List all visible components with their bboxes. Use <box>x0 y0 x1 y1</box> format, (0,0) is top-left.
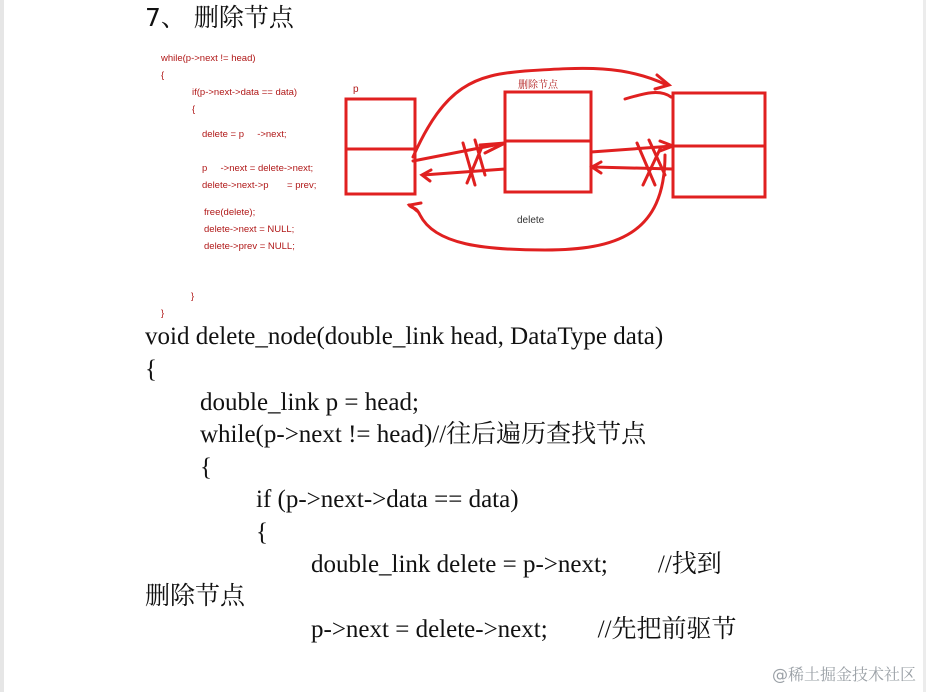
watermark: @稀土掘金技术社区 <box>771 665 916 684</box>
figure-code-line: delete->next = NULL; <box>204 224 295 235</box>
code-line: { <box>200 454 212 481</box>
arrow-curve-tail <box>625 93 671 99</box>
node-p-box <box>346 99 415 194</box>
code-line: 删除节点 <box>145 583 246 610</box>
figure-code-line: delete->prev = NULL; <box>204 241 295 252</box>
code-line: double_link delete = p->next; //找到 <box>311 551 722 578</box>
label-delete-node: 删除节点 <box>518 80 558 91</box>
label-p: p <box>353 84 359 95</box>
figure-code-line: free(delete); <box>204 207 256 218</box>
figure-code-line: p ->next = delete->next; <box>202 163 314 174</box>
figure-code-line: } <box>191 291 195 302</box>
diagram-figure <box>145 45 775 325</box>
figure-code-line: while(p->next != head) <box>161 53 256 64</box>
page-left-border <box>0 0 4 692</box>
figure-code-line: if(p->next->data == data) <box>192 87 298 98</box>
arrowhead <box>410 203 421 211</box>
figure-code-line: { <box>161 70 165 81</box>
figure-code-line: { <box>192 104 196 115</box>
code-line: if (p->next->data == data) <box>256 486 519 513</box>
code-line: { <box>145 356 157 383</box>
figure-code-line: } <box>161 308 165 319</box>
code-line: { <box>256 519 268 546</box>
code-line: while(p->next != head)//往后遍历查找节点 <box>200 421 647 448</box>
node-diagram <box>145 45 775 325</box>
figure-code-line: delete->next->p = prev; <box>202 180 317 191</box>
code-line: p->next = delete->next; //先把前驱节 <box>311 616 737 643</box>
arrow-delete-to-p <box>423 169 505 175</box>
cross-mark <box>637 140 665 185</box>
figure-code-line: delete = p ->next; <box>202 129 287 140</box>
label-delete: delete <box>517 215 545 226</box>
code-line: double_link p = head; <box>200 389 419 416</box>
code-line: void delete_node(double_link head, DataType data) <box>145 323 664 350</box>
section-heading: 7、 删除节点 <box>145 3 294 32</box>
arrow-p-to-delete <box>413 143 505 161</box>
